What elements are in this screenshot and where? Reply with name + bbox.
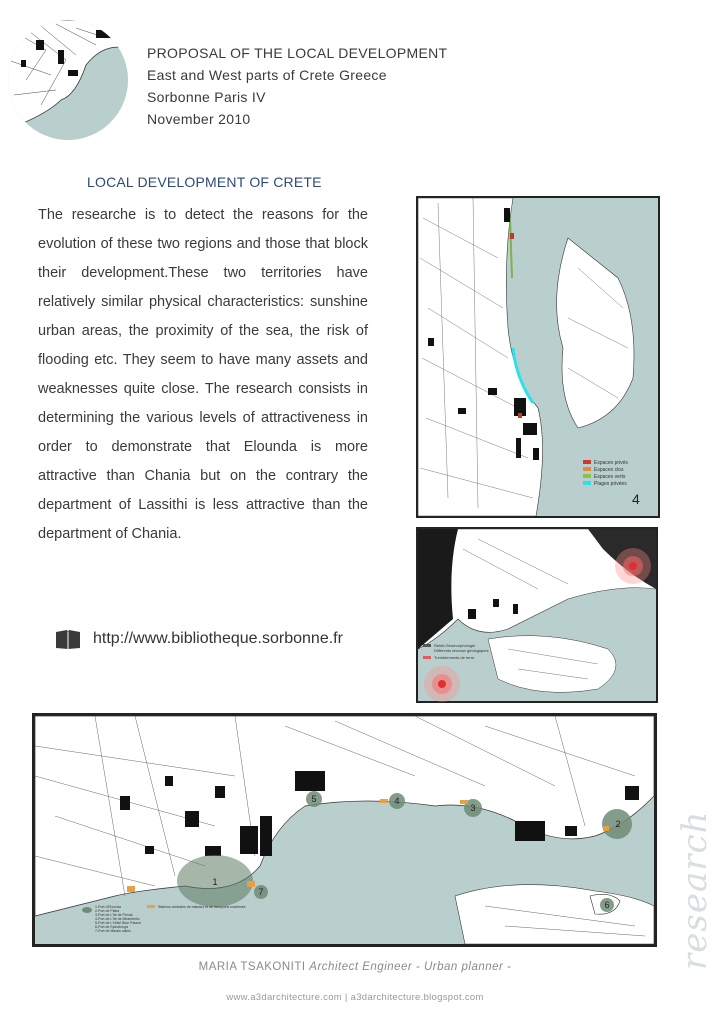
- map1-legend-2: Espaces verts: [594, 474, 626, 480]
- map3-marker-7: 7: [258, 887, 264, 897]
- footer-author-role: Architect Engineer - Urban planner -: [309, 961, 512, 973]
- map3-legend-3: 4-Port de L'île de Mirambello: [95, 917, 140, 921]
- map3-legend-0: 1-Port d'Elounda: [95, 905, 121, 909]
- header-date: November 2010: [147, 111, 251, 127]
- map3-legend-2: 3-Port de L'île de Pervia: [95, 913, 133, 917]
- map1-page-number: 4: [632, 491, 640, 507]
- body-paragraph: The researche is to detect the reasons for the evolution of these two regions and those that block their development.These two territories have relatively similar physical characteristics: sunshine urban areas, the proximity of the sea, the risk of flooding etc. They seem to have many assets and weaknesses quite close. The research consists in determining the various levels of attractiveness in order to demonstrate that Elounda is more attractive than Chania but on the contrary the department of Lassithi is less attractive than the department of Chania.: [38, 207, 368, 542]
- footer-author: [0, 961, 710, 973]
- map1-legend-0: Espaces privés: [594, 460, 628, 466]
- header-institution: Sorbonne Paris IV: [147, 89, 266, 105]
- map3-legend-1: 2-Port de Plaka: [95, 909, 120, 913]
- map2-legend-1: Différents niveaux géologiques: [434, 648, 489, 653]
- map1-legend-3: Plages privées: [594, 481, 627, 487]
- header-title: PROPOSAL OF THE LOCAL DEVELOPMENT: [147, 45, 448, 61]
- header-subtitle: East and West parts of Crete Greece: [147, 67, 387, 83]
- map3-legend-4: 5-Port de L'Hôtel Blue Palace: [95, 921, 141, 925]
- map3-marker-4: 4: [394, 796, 400, 806]
- sorbonne-link[interactable]: http://www.bibliotheque.sorbonne.fr: [93, 630, 343, 647]
- footer-links: www.a3darchitecture.com | a3darchitecture.blogspot.com: [226, 992, 484, 1003]
- map-ports-transport: [32, 713, 657, 947]
- header-map-thumbnail: [6, 20, 132, 142]
- map3-marker-2: 2: [615, 819, 621, 829]
- map3-marker-3: 3: [470, 803, 476, 813]
- map2-legend-2: Tremblements de terre: [434, 655, 475, 660]
- book-icon: [55, 628, 81, 650]
- map2-drawing: [418, 529, 656, 701]
- map-elounda-private-spaces: [416, 196, 660, 518]
- link-row[interactable]: [55, 628, 343, 650]
- map1-drawing: [418, 198, 658, 516]
- side-watermark-word: research: [675, 810, 715, 970]
- map3-marker-6: 6: [604, 900, 610, 910]
- section-title: LOCAL DEVELOPMENT OF CRETE: [87, 174, 322, 190]
- map3-legend-5: 6-Port de Spinalonga: [95, 925, 128, 929]
- map3-marker-1: 1: [212, 877, 218, 887]
- map3-marker-5: 5: [311, 794, 317, 804]
- map-geology-earthquakes: [416, 527, 658, 703]
- map2-legend-0: Relief-Géomorphologie: [434, 643, 476, 648]
- map3-legend-7: Stations centrales de bateaux et de transports maritimes: [158, 905, 246, 909]
- footer-author-name: MARIA TSAKONITI: [198, 961, 306, 973]
- map1-legend-1: Espaces clos: [594, 467, 624, 473]
- map3-legend-6: 7-Port de Marais salins: [95, 929, 131, 933]
- map3-drawing: [35, 716, 654, 944]
